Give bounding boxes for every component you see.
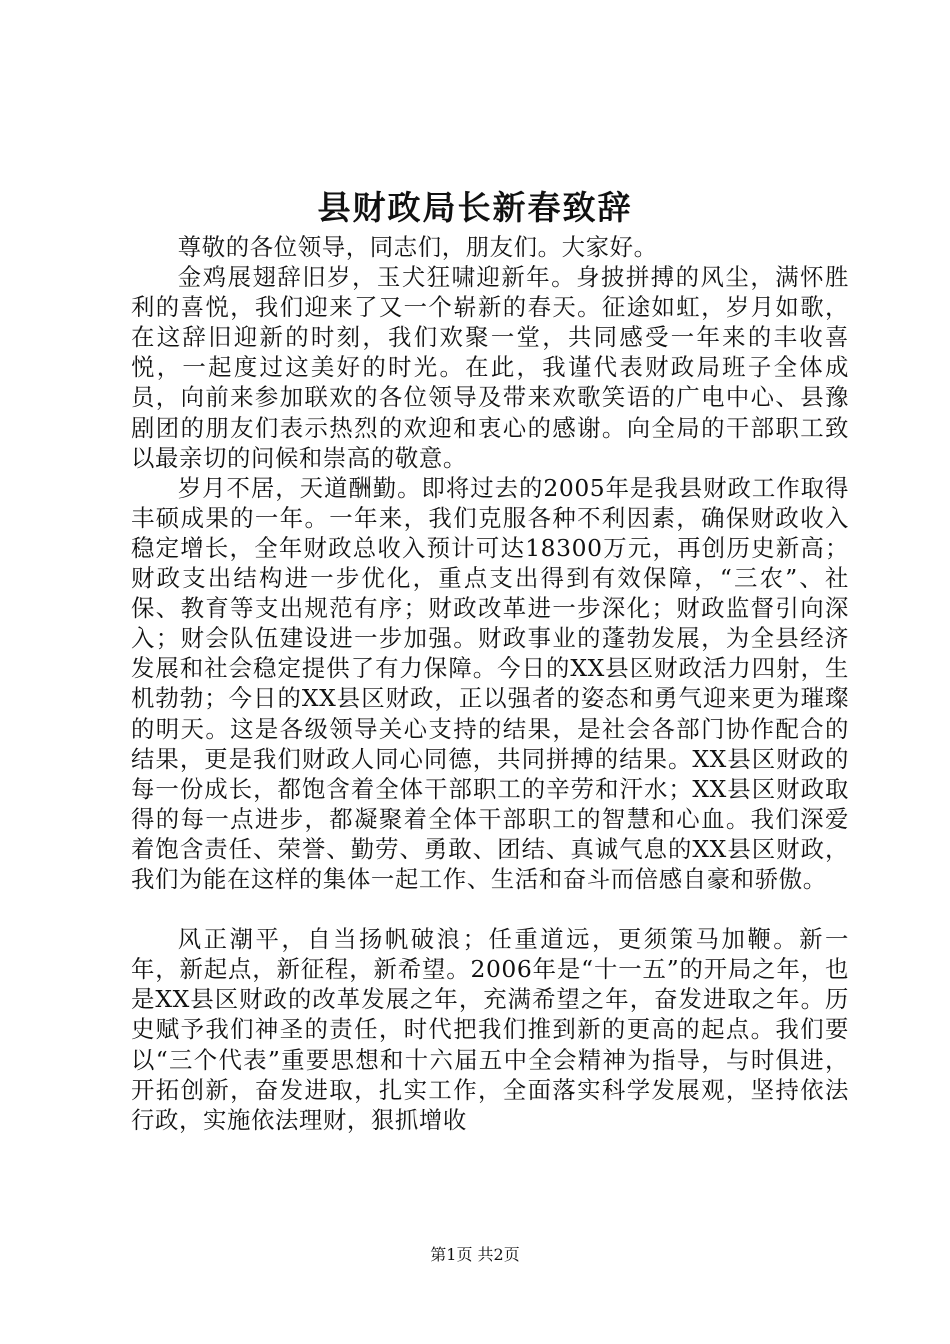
paragraph-outlook: 风正潮平，自当扬帆破浪；任重道远，更须策马加鞭。新一年，新起点，新征程，新希望。2006年是“十一五”的开局之年，也是XX县区财政的改革发展之年，充满希望之年，奋发进取之年。历史赋予我们神圣的责任，时代把我们推到新的更高的起点。我们要以“三个代表”重要思想和十六届五中全会精神为指导，与时俱进，开拓创新，奋发进取，扎实工作，全面落实科学发展观，坚持依法行政，实施依法理财，狠抓增收 (131, 925, 849, 1134)
paragraph-new-year: 金鸡展翅辞旧岁，玉犬狂啸迎新年。身披拼搏的风尘，满怀胜利的喜悦，我们迎来了又一个崭新的春天。征途如虹，岁月如歌，在这辞旧迎新的时刻，我们欢聚一堂，共同感受一年来的丰收喜悦，一起度过这美好的时光。在此，我谨代表财政局班子全体成员，向前来参加联欢的各位领导及带来欢歌笑语的广电中心、县豫剧团的朋友们表示热烈的欢迎和衷心的感谢。向全局的干部职工致以最亲切的问候和崇高的敬意。 (131, 263, 849, 472)
page-footer: 第1页 共2页 (430, 1245, 520, 1264)
paragraph-gap (131, 894, 849, 924)
document-body (131, 232, 849, 1135)
paragraph-achievements: 岁月不居，天道酬勤。即将过去的2005年是我县财政工作取得丰硕成果的一年。一年来，我们克服各种不利因素，确保财政收入稳定增长，全年财政总收入预计可达18300万元，再创历史新高；财政支出结构进一步优化，重点支出得到有效保障，“三农”、社保、教育等支出规范有序；财政改革进一步深化；财政监督引向深入；财会队伍建设进一步加强。财政事业的蓬勃发展，为全县经济发展和社会稳定提供了有力保障。今日的XX县区财政活力四射，生机勃勃；今日的XX县区财政，正以强者的姿态和勇气迎来更为璀璨的明天。这是各级领导关心支持的结果，是社会各部门协作配合的结果，更是我们财政人同心同德，共同拼搏的结果。XX县区财政的每一份成长，都饱含着全体干部职工的辛劳和汗水；XX县区财政取得的每一点进步，都凝聚着全体干部职工的智慧和心血。我们深爱着饱含责任、荣誉、勤劳、勇敢、团结、真诚气息的XX县区财政，我们为能在这样的集体一起工作、生活和奋斗而倍感自豪和骄傲。 (131, 473, 849, 893)
document-title: 县财政局长新春致辞 (317, 188, 633, 227)
paragraph-greeting: 尊敬的各位领导，同志们，朋友们。大家好。 (177, 233, 658, 261)
